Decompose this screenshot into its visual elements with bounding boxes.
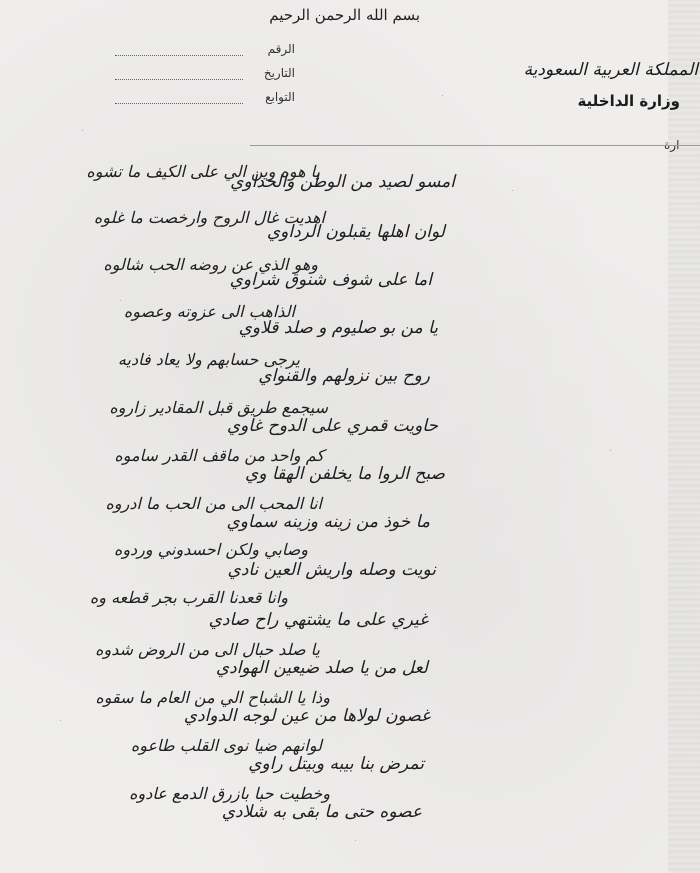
verse-line: روح بين نزولهم والقنواي bbox=[258, 366, 430, 386]
header-divider bbox=[250, 145, 700, 146]
verse-line: سيجمع طريق قبل المقادير زاروه bbox=[109, 398, 328, 417]
reference-number-field bbox=[115, 42, 295, 62]
verse-line: صبح الروا ما يخلفن الهقا وي bbox=[245, 464, 445, 484]
verse-line: يرجى حسابهم ولا يعاد فاديه bbox=[117, 350, 300, 369]
reference-number-line bbox=[115, 55, 243, 56]
verse-line: وصابي ولكن احسدوني وردوه bbox=[113, 540, 308, 559]
verse-line: عصوه حتى ما بقى به شلادي bbox=[221, 802, 422, 822]
verse-line: يا هوه وين الي على الكيف ما تشوه bbox=[86, 162, 320, 181]
verse-line: امسو لصيد من الوطن والحداوي bbox=[230, 172, 455, 192]
verse-line: لوانهم ضيا نوى القلب طاعوه bbox=[130, 736, 322, 755]
verse-line: نويت وصله واريش العين نادي bbox=[227, 560, 436, 580]
verse-line: تمرض بنا بيبه وبيتل راوي bbox=[248, 754, 424, 774]
verse-line: لوان اهلها يقبلون الرداوي bbox=[266, 222, 445, 242]
verse-line: حاويت قمري على الدوح غاوي bbox=[226, 416, 438, 436]
date-label: التاريخ bbox=[263, 66, 295, 80]
verse-line: وذا يا الشباح الي من العام ما سقوه bbox=[95, 688, 330, 707]
verse-line: وانا قعدنا القرب بجر قطعه وه bbox=[89, 588, 288, 607]
verse-line: وخطيت حبا بازرق الدمع عادوه bbox=[129, 784, 330, 803]
verse-line: يا من بو صليوم و صلد قلاوي bbox=[238, 318, 438, 338]
cut-off-text: ارة bbox=[664, 138, 680, 152]
attachments-label: التوابع bbox=[265, 90, 295, 104]
attachments-line bbox=[115, 103, 243, 104]
verse-line: الذاهب الى عزوته وعصوه bbox=[123, 302, 295, 321]
kingdom-heading: المملكة العربية السعودية bbox=[523, 60, 698, 80]
verse-line: انا المحب الى من الحب ما ادروه bbox=[105, 494, 322, 513]
date-line bbox=[115, 79, 243, 80]
ministry-heading: وزارة الداخلية bbox=[577, 92, 680, 110]
verse-line: غيري على ما يشتهي راح صادي bbox=[208, 610, 428, 630]
verse-line: وهو الذي عن روضه الحب شالوه bbox=[103, 255, 318, 274]
verse-line: كم واحد من ماقف القدر ساموه bbox=[114, 446, 324, 465]
basmala-heading: بسم الله الرحمن الرحيم bbox=[269, 6, 420, 24]
scanner-edge-shadow bbox=[668, 0, 700, 873]
reference-number-label: الرقم bbox=[267, 42, 295, 56]
verse-line: يا صلد حبال الى من الروض شدوه bbox=[95, 640, 320, 659]
verse-line: ما خوذ من زينه وزينه سماوي bbox=[226, 512, 430, 532]
verse-line: لعل من يا صلد ضيعين الهوادي bbox=[215, 658, 428, 678]
attachments-field bbox=[115, 90, 295, 110]
verse-line: غصون لولاها من عين لوجه الدوادي bbox=[183, 706, 430, 726]
date-field bbox=[115, 66, 295, 86]
verse-line: اما على شوف شنوق شراوي bbox=[229, 270, 432, 290]
verse-line: اهديت غال الروح وارخصت ما غلوه bbox=[93, 208, 325, 227]
